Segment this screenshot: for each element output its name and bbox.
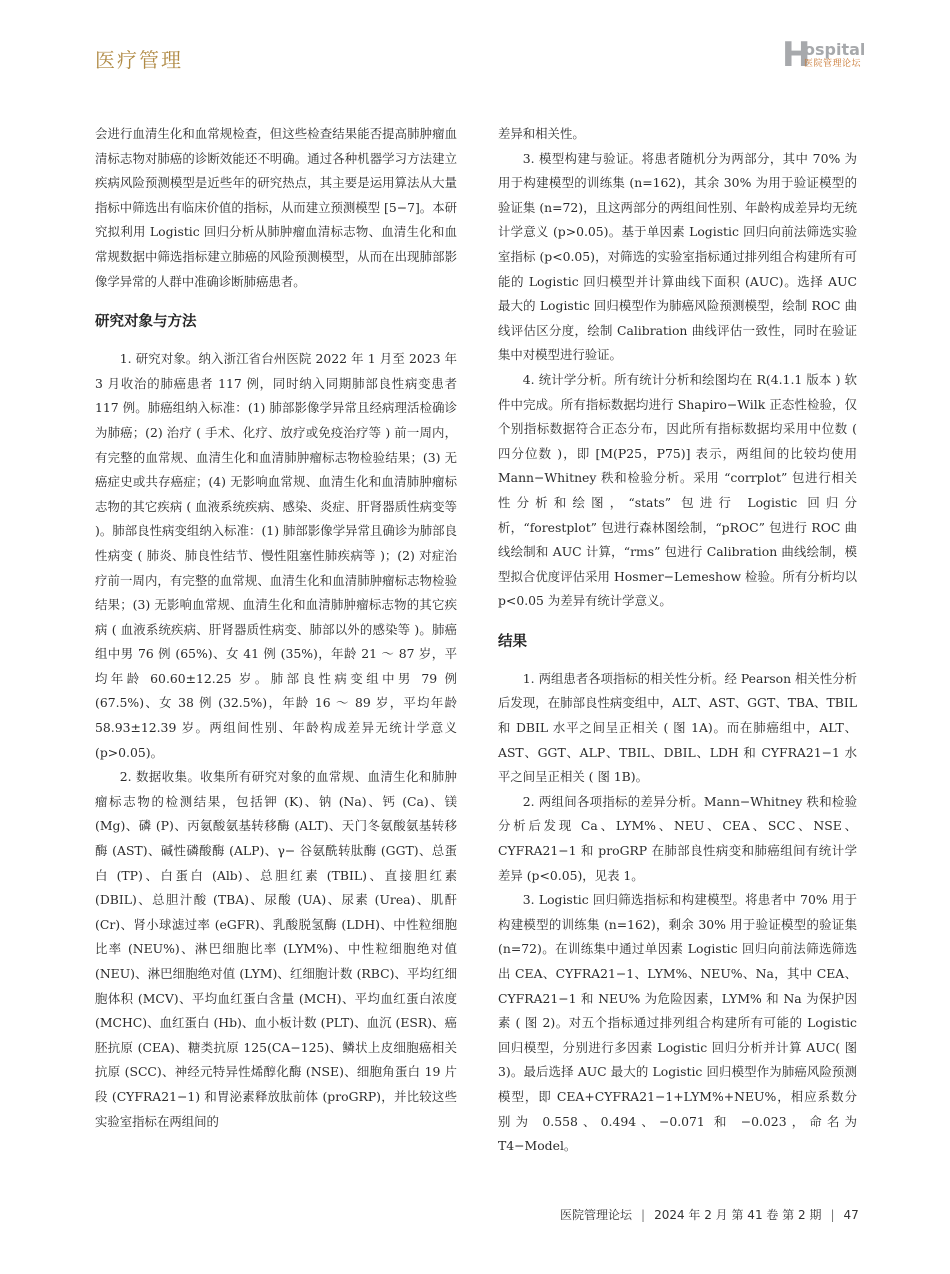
footer-issue: 2024 年 2 月 第 41 卷 第 2 期	[654, 1208, 822, 1222]
logo-letter: H	[782, 35, 811, 75]
footer-separator: |	[830, 1208, 835, 1222]
paragraph-logistic: 3. Logistic 回归筛选指标和构建模型。将患者中 70% 用于构建模型的训练集 (n=162)，剩余 30% 用于验证模型的验证集 (n=72)。在训练集中通过单因素 Logistic 回归向前法筛选筛选出 CEA、CYFRA21−1、LYM%、NEU%、Na，其中 CEA、CYFRA21−1 和 NEU% 为危险因素，LYM% 和 Na 为保护因素 ( 图 2)。对五个指标通过排列组合构建所有可能的 Logistic 回归模型，分别进行多因素 Logistic 回归分析并计算 AUC( 图 3)。最后选择 AUC 最大的 Logistic 回归模型作为肺癌风险预测模型，即 CEA+CYFRA21−1+LYM%+NEU%，相应系数分别为 0.558、0.494、−0.071 和 −0.023，命名为 T4−Model。	[498, 892, 857, 1154]
paragraph-subjects: 1. 研究对象。纳入浙江省台州医院 2022 年 1 月至 2023 年 3 月收治的肺癌患者 117 例，同时纳入同期肺部良性病变患者 117 例。肺癌组纳入标准：(1) 肺部影像学异常且经病理活检确诊为肺癌；(2) 治疗 ( 手术、化疗、放疗或免疫治疗等 ) 前一周内，有完整的血常规、血清生化和血清肺肿瘤标志物检验结果；(3) 无癌症史或共存癌症；(4) 无影响血常规、血清生化和血清肺肿瘤标志物的其它疾病 ( 血液系统疾病、感染、炎症、肝肾器质性病变等 )。肺部良性病变组纳入标准：(1) 肺部影像学异常且确诊为肺部良性病变 ( 肺炎、肺良性结节、慢性阻塞性肺疾病等 )；(2) 对症治疗前一周内，有完整的血常规、血清生化和血清肺肿瘤标志物检验结果；(3) 无影响血常规、血清生化和血清肺肿瘤标志物的其它疾病 ( 血液系统疾病、肝肾器质性病变、肺部以外的感染等 )。肺癌组中男 76 例 (65%)、女 41 例 (35%)，年龄 21 ～ 87 岁，平均年龄 60.60±12.25 岁。肺部良性病变组中男 79 例 (67.5%)、女 38 例 (32.5%)，年龄 16 ～ 89 岁，平均年龄 58.93±12.39 岁。两组间性别、年龄构成差异无统计学意义 (p>0.05)。	[95, 351, 457, 760]
paragraph-difference: 2. 两组间各项指标的差异分析。Mann−Whitney 秩和检验分析后发现 Ca、LYM%、NEU、CEA、SCC、NSE、CYFRA21−1 和 proGRP 在肺部良性病变和肺癌组间有统计学差异 (p<0.05)，见表 1。	[498, 793, 857, 883]
intro-paragraph: 会进行血清生化和血常规检查，但这些检查结果能否提高肺肿瘤血清标志物对肺癌的诊断效能还不明确。通过各种机器学习方法建立疾病风险预测模型是近些年的研究热点，其主要是运用算法从大量指标中筛选出有临床价值的指标，从而建立预测模型 [5−7]。本研究拟利用 Logistic 回归分析从肺肿瘤血清标志物、血清生化和血常规数据中筛选指标建立肺癌的风险预测模型，从而在出现肺部影像学异常的人群中准确诊断肺癌患者。	[95, 126, 457, 289]
paragraph-statistics: 4. 统计学分析。所有统计分析和绘图均在 R(4.1.1 版本 ) 软件中完成。所有指标数据均进行 Shapiro−Wilk 正态性检验，仅个别指标数据符合正态分布，因此所有指标数据均采用中位数 ( 四分位数 )，即 [M(P25，P75)] 表示，两组间的比较均使用 Mann−Whitney 秩和检验分析。采用 “corrplot” 包进行相关性分析和绘图，“stats” 包进行 Logistic 回归分析，“forestplot” 包进行森林图绘制，“pROC” 包进行 ROC 曲线绘制和 AUC 计算，“rms” 包进行 Calibration 曲线绘制，模型拟合优度评估采用 Hosmer−Lemeshow 检验。所有分析均以 p<0.05 为差异有统计学意义。	[498, 371, 857, 609]
page-number: 47	[843, 1208, 859, 1222]
page-footer	[560, 1206, 859, 1223]
logo-wordmark: ospital	[804, 40, 866, 59]
journal-logo	[782, 35, 866, 76]
journal-section-title: 医疗管理	[95, 48, 183, 72]
paragraph-continuation: 差异和相关性。	[498, 126, 585, 141]
section-heading-methods: 研究对象与方法	[95, 314, 197, 331]
paragraph-correlation: 1. 两组患者各项指标的相关性分析。经 Pearson 相关性分析后发现，在肺部良性病变组中，ALT、AST、GGT、TBA、TBIL 和 DBIL 水平之间呈正相关 ( 图 1A)。而在肺癌组中，ALT、AST、GGT、ALP、TBIL、DBIL、LDH 和 CYFRA21−1 水平之间呈正相关 ( 图 1B)。	[498, 670, 857, 785]
right-column	[498, 122, 857, 1159]
footer-separator: |	[641, 1208, 646, 1222]
paragraph-data-collection: 2. 数据收集。收集所有研究对象的血常规、血清生化和肺肿瘤标志物的检测结果，包括钾 (K)、钠 (Na)、钙 (Ca)、镁 (Mg)、磷 (P)、丙氨酸氨基转移酶 (ALT)、天门冬氨酸氨基转移酶 (AST)、碱性磷酸酶 (ALP)、γ− 谷氨酰转肽酶 (GGT)、总蛋白 (TP)、白蛋白 (Alb)、总胆红素 (TBIL)、直接胆红素 (DBIL)、总胆汁酸 (TBA)、尿酸 (UA)、尿素 (Urea)、肌酐 (Cr)、肾小球滤过率 (eGFR)、乳酸脱氢酶 (LDH)、中性粒细胞比率 (NEU%)、淋巴细胞比率 (LYM%)、中性粒细胞绝对值 (NEU)、淋巴细胞绝对值 (LYM)、红细胞计数 (RBC)、平均红细胞体积 (MCV)、平均血红蛋白含量 (MCH)、平均血红蛋白浓度 (MCHC)、血红蛋白 (Hb)、血小板计数 (PLT)、血沉 (ESR)、癌胚抗原 (CEA)、糖类抗原 125(CA−125)、鳞状上皮细胞癌相关抗原 (SCC)、神经元特异性烯醇化酶 (NSE)、细胞角蛋白 19 片段 (CYFRA21−1) 和胃泌素释放肽前体 (proGRP)，并比较这些实验室指标在两组间的	[95, 769, 457, 1129]
footer-journal: 医院管理论坛	[560, 1208, 633, 1222]
paragraph-model-construction: 3. 模型构建与验证。将患者随机分为两部分，其中 70% 为用于构建模型的训练集 (n=162)，其余 30% 为用于验证模型的验证集 (n=72)，且这两部分的两组间性别、年龄构成差异均无统计学意义 (p>0.05)。基于单因素 Logistic 回归向前法筛选实验室指标 (p<0.05)，对筛选的实验室指标通过排列组合构建所有可能的 Logistic 回归模型并计算曲线下面积 (AUC)。选择 AUC 最大的 Logistic 回归模型作为肺癌风险预测模型，绘制 ROC 曲线评估区分度，绘制 Calibration 曲线评估一致性，同时在验证集中对模型进行验证。	[498, 150, 857, 363]
logo-subtitle: 医院管理论坛	[804, 59, 862, 69]
left-column	[95, 122, 457, 1134]
section-heading-results: 结果	[498, 633, 527, 650]
